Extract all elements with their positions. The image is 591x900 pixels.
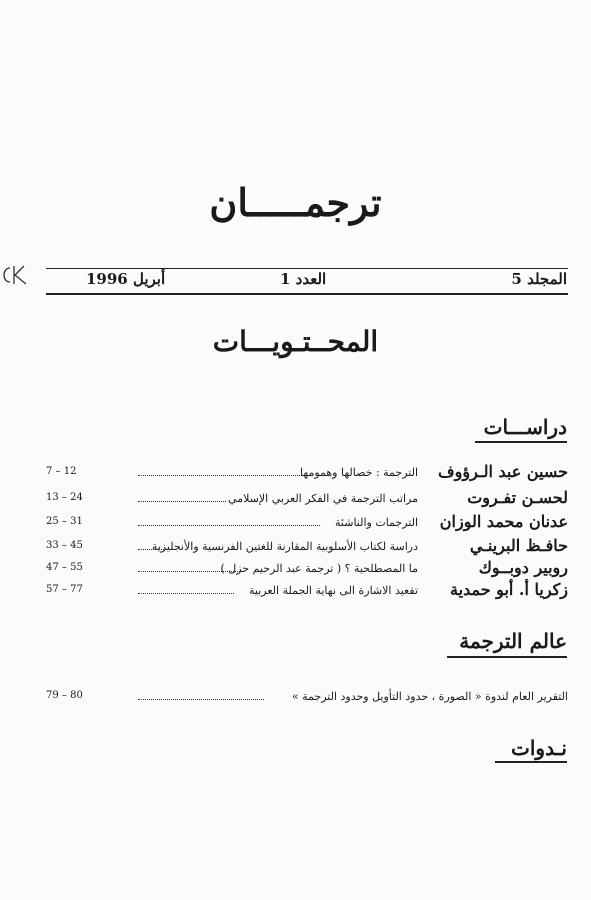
section-title-symposia: نـدوات xyxy=(511,736,567,760)
issue-volume: المجلد 5 xyxy=(511,270,567,288)
toc-entry[interactable] xyxy=(46,688,568,710)
entry-pages: 7 – 12 xyxy=(46,466,77,477)
toc-entry[interactable] xyxy=(46,490,568,512)
entry-title: دراسة لكتاب الأسلوبية المقارنة للغتين الفرنسية والأنجليزية xyxy=(151,540,418,553)
entry-pages: 33 – 45 xyxy=(46,540,83,551)
issue-number: العدد 1 xyxy=(280,270,327,288)
section-rule-translation-world xyxy=(447,656,567,658)
toc-entry[interactable] xyxy=(46,560,568,582)
entry-author: روبير دوبــوك xyxy=(478,558,568,577)
leader-dots xyxy=(138,516,320,526)
leader-dots xyxy=(138,540,174,550)
leader-dots xyxy=(138,562,244,572)
toc-entry[interactable] xyxy=(46,514,568,536)
entry-pages: 25 – 31 xyxy=(46,516,83,527)
section-rule-symposia xyxy=(495,761,567,763)
entry-title: ما المصطلحية ؟ ( ترجمة عبد الرحيم حزل ) xyxy=(220,562,418,575)
issue-date: أبريل 1996 xyxy=(86,270,166,288)
entry-pages: 79 – 80 xyxy=(46,690,83,701)
handwritten-scribble xyxy=(0,262,34,288)
entry-author: حافـظ البرينـي xyxy=(469,536,568,555)
toc-entry[interactable] xyxy=(46,538,568,560)
entry-author: زكريا أ. أبو حمدية xyxy=(450,580,568,599)
section-rule-studies xyxy=(475,441,567,443)
section-title-translation-world: عالم الترجمة xyxy=(459,629,567,653)
issue-rule-bottom xyxy=(46,293,568,295)
contents-title: المحــتـويـــات xyxy=(212,325,379,358)
entry-author: حسين عبد الـرؤوف xyxy=(438,462,568,481)
leader-dots xyxy=(138,584,234,594)
toc-entry[interactable] xyxy=(46,464,568,486)
entry-title: تقعيد الاشارة الى نهاية الجملة العربية xyxy=(249,584,418,597)
issue-rule-top xyxy=(46,268,568,269)
journal-title: ترجمـــــان xyxy=(209,180,382,225)
toc-entry[interactable] xyxy=(46,582,568,604)
leader-dots xyxy=(138,690,264,700)
entry-pages: 13 – 24 xyxy=(46,492,83,503)
entry-title: التقرير العام لندوة « الصورة ، حدود التأويل وحدود الترجمة » xyxy=(291,690,568,703)
entry-author: عدنان محمد الوزان xyxy=(439,512,568,531)
entry-pages: 47 – 55 xyxy=(46,562,83,573)
leader-dots xyxy=(138,492,226,502)
entry-author: لحسـن تفـروت xyxy=(467,488,568,507)
entry-title: مراتب الترجمة في الفكر العربي الإسلامي xyxy=(228,492,418,505)
leader-dots xyxy=(138,466,306,476)
entry-title: الترجمات والناشئة xyxy=(335,516,418,529)
entry-pages: 57 – 77 xyxy=(46,584,83,595)
section-title-studies: دراســـات xyxy=(483,415,567,439)
entry-title: الترجمة : خصالها وهمومها xyxy=(300,466,418,479)
